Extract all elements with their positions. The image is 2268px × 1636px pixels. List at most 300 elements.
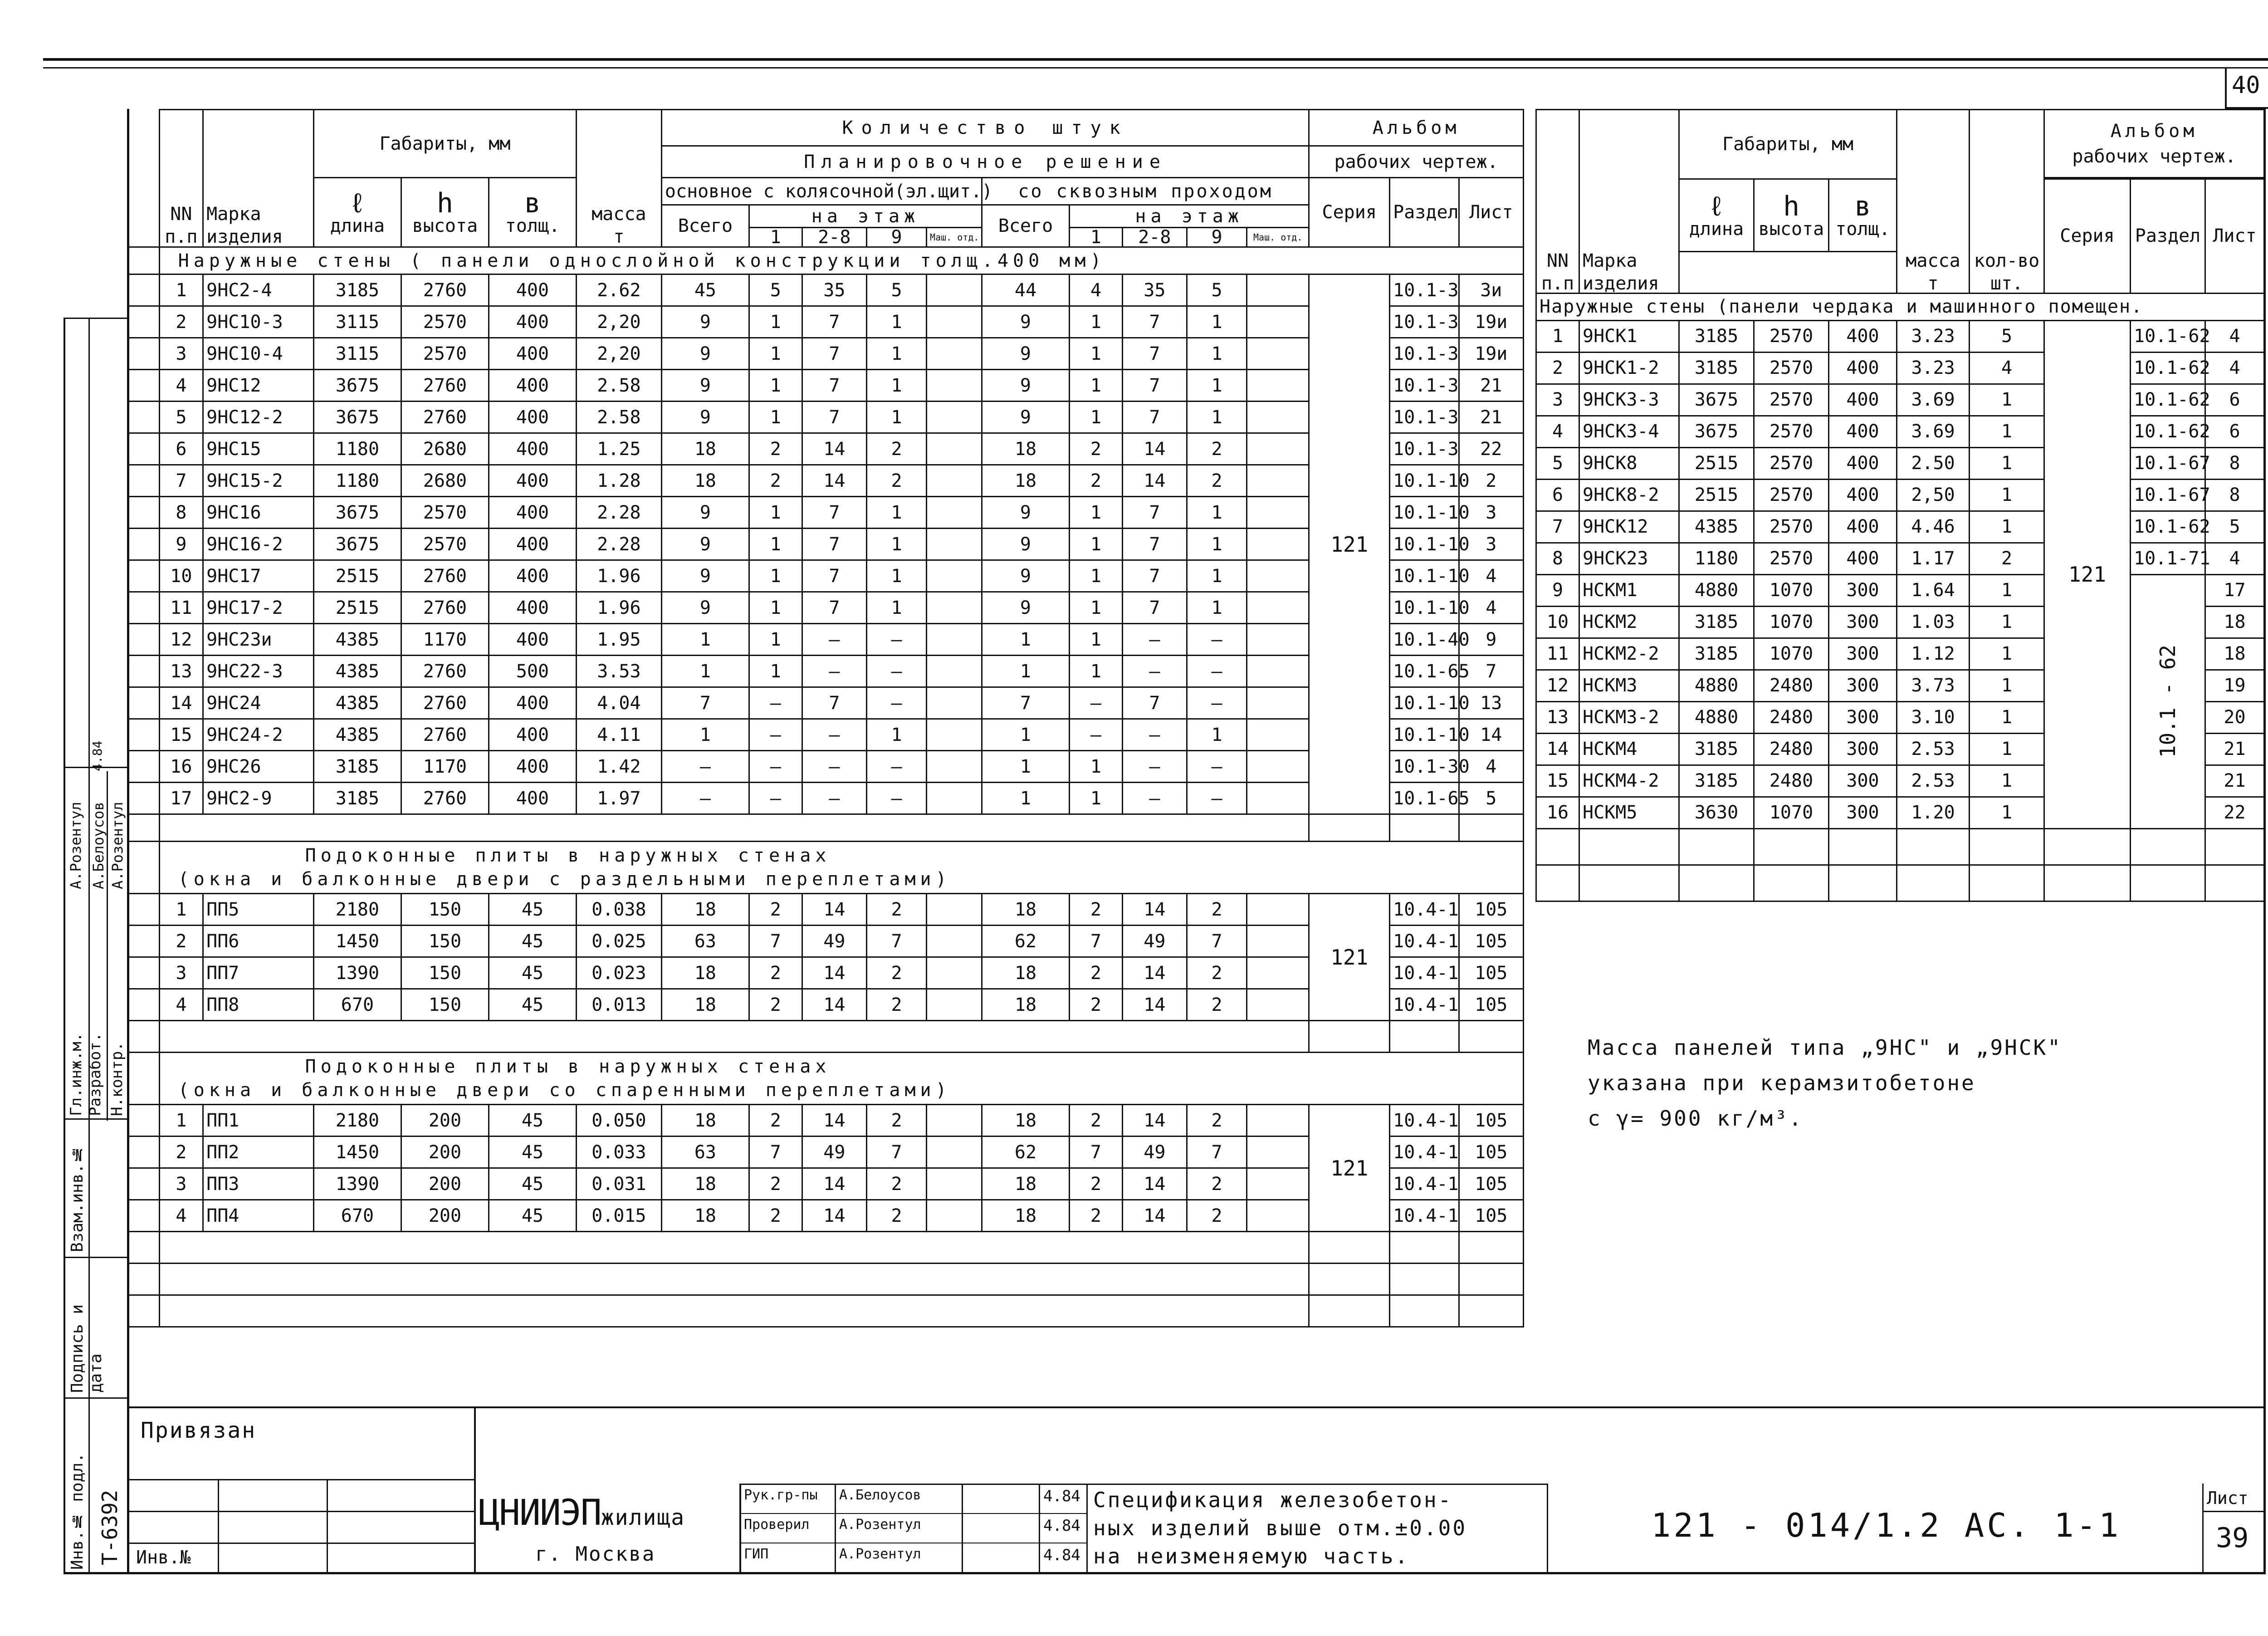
cell-9: 2: [866, 465, 926, 497]
section-sill-paired: Подоконные плиты в наружных стенах (окна и балконные двери со спаренными переплетами): [159, 1053, 1523, 1105]
cell-6: 9: [661, 370, 749, 402]
table-row: [127, 274, 1524, 306]
cell-13: 7: [1122, 497, 1187, 529]
cell-1: ПП8: [203, 989, 314, 1021]
page-number: 40: [2232, 72, 2260, 99]
cell-12: 2: [1069, 894, 1122, 926]
r-cell-4: 400: [1829, 543, 1897, 574]
cell-2: 3185: [313, 274, 401, 306]
r-cell-4: 400: [1829, 511, 1897, 543]
cell-4: 45: [489, 957, 576, 989]
cell-4: 400: [489, 719, 576, 751]
cell-4: 45: [489, 1168, 576, 1200]
cell-8: 14: [802, 957, 866, 989]
stamp-name-1: А.Розентул: [67, 802, 84, 889]
cell-2: 1390: [313, 957, 401, 989]
cell-5: 0.038: [576, 894, 661, 926]
cell-17: 105: [1459, 894, 1523, 926]
row-blank: [127, 433, 159, 465]
r-cell-2: 3630: [1679, 797, 1754, 828]
cell-10: [927, 338, 982, 370]
cell-11: 18: [982, 957, 1069, 989]
row-blank: [127, 656, 159, 687]
cell-14: 1: [1187, 560, 1247, 592]
cell-4: 400: [489, 274, 576, 306]
r-cell-6: 1: [1970, 638, 2044, 670]
cell-7: 2: [749, 465, 802, 497]
cell-10: [927, 1168, 982, 1200]
cell-12: —: [1069, 687, 1122, 719]
cell-0: 15: [159, 719, 203, 751]
r-razdel-cell: 10.1-62: [2131, 320, 2205, 352]
cell-14: —: [1187, 751, 1247, 783]
cell-13: 7: [1122, 592, 1187, 624]
table-row: [1536, 384, 2264, 416]
stamp-date-2: 4.84: [90, 740, 105, 771]
r-cell-2: 3185: [1679, 638, 1754, 670]
cell-8: 7: [802, 687, 866, 719]
cell-10: [927, 1200, 982, 1232]
cell-6: 18: [661, 1168, 749, 1200]
cell-1: ПП5: [203, 894, 314, 926]
cell-8: 7: [802, 529, 866, 560]
cell-9: 2: [866, 957, 926, 989]
r-cell-5: 2,50: [1897, 479, 1970, 511]
cell-12: 1: [1069, 306, 1122, 338]
cell-10: [927, 751, 982, 783]
r-cell-0: 1: [1536, 320, 1579, 352]
vsego-header-1: Всего: [661, 205, 749, 247]
cell-3: 200: [401, 1200, 489, 1232]
cell-4: 45: [489, 989, 576, 1021]
doc-code: 121 - 014/1.2 АС. 1-1: [1651, 1506, 2121, 1544]
sign-name: А.Белоусов: [839, 1487, 921, 1503]
r-cell-3: 2570: [1754, 479, 1829, 511]
cell-17: 3: [1459, 497, 1523, 529]
r-cell-2: 1180: [1679, 543, 1754, 574]
cell-14: 2: [1187, 894, 1247, 926]
cell-10: [927, 560, 982, 592]
cell-11: 9: [982, 402, 1069, 433]
r-list-cell: 18: [2205, 606, 2264, 638]
cell-14: 1: [1187, 338, 1247, 370]
cell-10: [927, 497, 982, 529]
r-cell-1: НСКМ2: [1579, 606, 1679, 638]
row-blank: [127, 989, 159, 1021]
cell-14: 1: [1187, 370, 1247, 402]
cell-5: 0.023: [576, 957, 661, 989]
row-blank: [127, 624, 159, 656]
cell-0: 2: [159, 306, 203, 338]
cell-17: 19и: [1459, 338, 1523, 370]
r-cell-4: 400: [1829, 384, 1897, 416]
cell-13: 14: [1122, 957, 1187, 989]
cell-17: 3: [1459, 529, 1523, 560]
cell-10: [927, 989, 982, 1021]
cell-3: 1170: [401, 751, 489, 783]
r-seriya-header: Серия: [2044, 179, 2131, 294]
cell-10: [927, 306, 982, 338]
r-cell-2: 3185: [1679, 606, 1754, 638]
r-nn-header: NN п.п: [1536, 252, 1579, 294]
cell-3: 2760: [401, 656, 489, 687]
org-city: г. Москва: [535, 1543, 656, 1566]
cell-5: 3.53: [576, 656, 661, 687]
cell-8: —: [802, 719, 866, 751]
cell-12: 2: [1069, 1168, 1122, 1200]
cell-0: 16: [159, 751, 203, 783]
cell-0: 10: [159, 560, 203, 592]
cell-3: 2760: [401, 719, 489, 751]
cell-3: 150: [401, 989, 489, 1021]
cell-1: 9НС16-2: [203, 529, 314, 560]
cell-15: [1247, 306, 1309, 338]
table-row: [1536, 574, 2264, 606]
r-cell-1: 9НСК1: [1579, 320, 1679, 352]
cell-14: 2: [1187, 465, 1247, 497]
cell-16: 10.1-30: [1390, 751, 1459, 783]
cell-8: 35: [802, 274, 866, 306]
r-list-cell: 22: [2205, 797, 2264, 828]
cell-3: 1170: [401, 624, 489, 656]
cell-5: 1.95: [576, 624, 661, 656]
series-cell: 121: [1309, 1105, 1390, 1232]
cell-5: 1.42: [576, 751, 661, 783]
r-cell-0: 4: [1536, 416, 1579, 447]
r-cell-0: 15: [1536, 765, 1579, 797]
cell-17: 7: [1459, 656, 1523, 687]
cell-1: 9НС10-3: [203, 306, 314, 338]
seriya-header: Серия: [1309, 178, 1390, 247]
r-cell-0: 12: [1536, 670, 1579, 701]
cell-10: [927, 783, 982, 814]
cell-4: 45: [489, 926, 576, 957]
cell-5: 1.28: [576, 465, 661, 497]
r-cell-1: 9НСК1-2: [1579, 352, 1679, 384]
r-cell-1: 9НСК23: [1579, 543, 1679, 574]
cell-12: 1: [1069, 783, 1122, 814]
cell-1: 9НС22-3: [203, 656, 314, 687]
cell-4: 400: [489, 592, 576, 624]
cell-1: 9НС17: [203, 560, 314, 592]
cell-8: 7: [802, 402, 866, 433]
r-cell-5: 3.69: [1897, 384, 1970, 416]
cell-1: 9НС17-2: [203, 592, 314, 624]
cell-11: 18: [982, 1105, 1069, 1136]
r-razdel-cell: 10.1-71: [2131, 543, 2205, 574]
cell-17: 4: [1459, 560, 1523, 592]
cell-13: 14: [1122, 1200, 1187, 1232]
cell-7: 2: [749, 894, 802, 926]
r-cell-0: 7: [1536, 511, 1579, 543]
cell-16: 10.1-3: [1390, 338, 1459, 370]
sign-role: Рук.гр-пы: [744, 1487, 818, 1503]
vsego-header-2: Всего: [982, 205, 1069, 247]
rab-header: рабочих чертеж.: [1309, 146, 1524, 178]
cell-1: ПП4: [203, 1200, 314, 1232]
cell-11: 18: [982, 465, 1069, 497]
cell-12: —: [1069, 719, 1122, 751]
cell-14: —: [1187, 624, 1247, 656]
cell-10: [927, 624, 982, 656]
cell-12: 1: [1069, 529, 1122, 560]
razdel-header: Раздел: [1390, 178, 1459, 247]
cell-6: 18: [661, 894, 749, 926]
row-blank: [127, 783, 159, 814]
r-cell-0: 10: [1536, 606, 1579, 638]
cell-11: 62: [982, 926, 1069, 957]
cell-8: 14: [802, 1105, 866, 1136]
cell-17: 105: [1459, 957, 1523, 989]
r-list-header: Лист: [2205, 179, 2264, 294]
cell-4: 400: [489, 465, 576, 497]
cell-14: 2: [1187, 1105, 1247, 1136]
cell-8: 14: [802, 894, 866, 926]
mass-note: Масса панелей типа „9НС" и „9НСК" указана при керамзитобетоне с γ= 900 кг/м³.: [1588, 1035, 2062, 1131]
cell-14: 2: [1187, 1168, 1247, 1200]
cell-16: 10.1-10: [1390, 719, 1459, 751]
cell-9: 1: [866, 529, 926, 560]
cell-2: 2180: [313, 894, 401, 926]
r-list-cell: 20: [2205, 701, 2264, 733]
cell-10: [927, 687, 982, 719]
cell-7: 1: [749, 497, 802, 529]
sheet-label: Лист: [2207, 1488, 2248, 1508]
cell-11: 1: [982, 719, 1069, 751]
cell-13: 7: [1122, 306, 1187, 338]
cell-8: —: [802, 624, 866, 656]
cell-2: 3675: [313, 497, 401, 529]
cell-12: 1: [1069, 624, 1122, 656]
r-cell-4: 300: [1829, 797, 1897, 828]
cell-15: [1247, 433, 1309, 465]
cell-10: [927, 656, 982, 687]
r-cell-1: НСКМ1: [1579, 574, 1679, 606]
cell-9: —: [866, 751, 926, 783]
row-blank: [127, 560, 159, 592]
cell-13: —: [1122, 624, 1187, 656]
r-cell-5: 1.17: [1897, 543, 1970, 574]
r-cell-0: 3: [1536, 384, 1579, 416]
cell-9: 2: [866, 989, 926, 1021]
cell-6: 63: [661, 926, 749, 957]
r-cell-3: 1070: [1754, 606, 1829, 638]
r-cell-0: 9: [1536, 574, 1579, 606]
cell-13: —: [1122, 783, 1187, 814]
cell-4: 45: [489, 894, 576, 926]
r-cell-6: 1: [1970, 733, 2044, 765]
r-cell-0: 6: [1536, 479, 1579, 511]
cell-14: —: [1187, 656, 1247, 687]
cell-16: 10.4-1: [1390, 1136, 1459, 1168]
cell-0: 4: [159, 1200, 203, 1232]
cell-13: 7: [1122, 402, 1187, 433]
cell-11: 44: [982, 274, 1069, 306]
r-razdel-header: Раздел: [2131, 179, 2205, 294]
sign-date: 4.84: [1043, 1487, 1080, 1505]
cell-13: 49: [1122, 926, 1187, 957]
cell-13: 14: [1122, 433, 1187, 465]
r-cell-5: 3.23: [1897, 352, 1970, 384]
cell-0: 12: [159, 624, 203, 656]
floor-2-8b: 2-8: [1122, 228, 1187, 247]
cell-6: 9: [661, 338, 749, 370]
cell-15: [1247, 338, 1309, 370]
r-cell-3: 2570: [1754, 352, 1829, 384]
cell-6: 1: [661, 624, 749, 656]
cell-10: [927, 402, 982, 433]
cell-7: 1: [749, 402, 802, 433]
r-cell-4: 300: [1829, 638, 1897, 670]
r-cell-6: 2: [1970, 543, 2044, 574]
cell-5: 2.28: [576, 529, 661, 560]
cell-3: 200: [401, 1168, 489, 1200]
cell-5: 2,20: [576, 338, 661, 370]
row-blank: [127, 306, 159, 338]
sign-role: ГИП: [744, 1546, 769, 1562]
cell-8: 7: [802, 370, 866, 402]
table-row: [127, 894, 1524, 926]
r-cell-6: 1: [1970, 479, 2044, 511]
cell-6: 9: [661, 529, 749, 560]
privyazan-label: Привязан: [141, 1418, 257, 1443]
r-kolvo-header: кол-во шт.: [1970, 252, 2044, 294]
cell-16: 10.4-1: [1390, 1105, 1459, 1136]
cell-17: 19и: [1459, 306, 1523, 338]
cell-12: 1: [1069, 370, 1122, 402]
cell-5: 0.050: [576, 1105, 661, 1136]
sill-separate-rows: [127, 894, 1524, 1021]
cell-4: 400: [489, 687, 576, 719]
cell-12: 7: [1069, 926, 1122, 957]
cell-4: 400: [489, 433, 576, 465]
r-list-cell: 8: [2205, 479, 2264, 511]
cell-4: 400: [489, 624, 576, 656]
row-blank: [127, 1200, 159, 1232]
cell-0: 8: [159, 497, 203, 529]
album-header: Альбом: [1309, 110, 1524, 146]
cell-4: 400: [489, 370, 576, 402]
cell-16: 10.1-10: [1390, 560, 1459, 592]
r-cell-2: 3185: [1679, 352, 1754, 384]
cell-12: 1: [1069, 751, 1122, 783]
cell-4: 400: [489, 497, 576, 529]
cell-12: 1: [1069, 338, 1122, 370]
cell-12: 2: [1069, 1200, 1122, 1232]
r-cell-5: 1.03: [1897, 606, 1970, 638]
cell-11: 1: [982, 783, 1069, 814]
cell-11: 9: [982, 370, 1069, 402]
cell-6: —: [661, 783, 749, 814]
frame-bottom: [64, 1572, 2266, 1574]
r-cell-5: 1.12: [1897, 638, 1970, 670]
page-number-box: [2225, 67, 2227, 108]
r-razdel-cell: 10.1-62: [2131, 352, 2205, 384]
cell-2: 1180: [313, 465, 401, 497]
cell-17: 105: [1459, 1105, 1523, 1136]
cell-3: 2680: [401, 465, 489, 497]
cell-0: 9: [159, 529, 203, 560]
r-cell-6: 1: [1970, 606, 2044, 638]
cell-14: 1: [1187, 529, 1247, 560]
massa-header: масса т: [576, 205, 661, 247]
r-list-cell: 6: [2205, 416, 2264, 447]
cell-4: 400: [489, 751, 576, 783]
r-cell-4: 400: [1829, 479, 1897, 511]
cell-17: 3и: [1459, 274, 1523, 306]
cell-13: 7: [1122, 370, 1187, 402]
cell-6: 9: [661, 402, 749, 433]
cell-11: 18: [982, 894, 1069, 926]
cell-3: 2760: [401, 783, 489, 814]
cell-13: 7: [1122, 687, 1187, 719]
cell-2: 1450: [313, 1136, 401, 1168]
r-razdel-cell: 10.1-62: [2131, 416, 2205, 447]
cell-17: 105: [1459, 1200, 1523, 1232]
r-cell-4: 300: [1829, 733, 1897, 765]
cell-1: 9НС24: [203, 687, 314, 719]
r-cell-4: 400: [1829, 447, 1897, 479]
r-cell-1: 9НСК3-4: [1579, 416, 1679, 447]
cell-9: 2: [866, 1200, 926, 1232]
row-blank: [127, 894, 159, 926]
r-cell-6: 1: [1970, 765, 2044, 797]
cell-15: [1247, 687, 1309, 719]
floor-9b: 9: [1187, 228, 1247, 247]
cell-3: 150: [401, 894, 489, 926]
inv-label: Инв.№: [136, 1547, 191, 1568]
cell-4: 45: [489, 1105, 576, 1136]
r-razdel-vert: [2131, 574, 2205, 828]
r-cell-2: 4880: [1679, 701, 1754, 733]
cell-15: [1247, 1200, 1309, 1232]
floor-1: 1: [749, 228, 802, 247]
cell-8: 14: [802, 465, 866, 497]
cell-9: 2: [866, 1105, 926, 1136]
cell-9: 2: [866, 433, 926, 465]
cell-9: —: [866, 783, 926, 814]
stamp-role-3: Н.контр.: [108, 1042, 126, 1116]
left-spec-table: [127, 109, 1524, 1327]
floor-mash: Маш. отд.: [927, 228, 982, 247]
cell-15: [1247, 592, 1309, 624]
cell-9: 1: [866, 402, 926, 433]
cell-11: 9: [982, 497, 1069, 529]
cell-9: 1: [866, 338, 926, 370]
r-list-cell: 4: [2205, 320, 2264, 352]
r-cell-3: 1070: [1754, 797, 1829, 828]
cell-9: 1: [866, 497, 926, 529]
cell-9: 1: [866, 719, 926, 751]
cell-11: 9: [982, 560, 1069, 592]
cell-16: 10.1-3: [1390, 274, 1459, 306]
cell-14: —: [1187, 687, 1247, 719]
cell-15: [1247, 751, 1309, 783]
cell-13: —: [1122, 751, 1187, 783]
cell-1: ПП7: [203, 957, 314, 989]
cell-12: 2: [1069, 433, 1122, 465]
cell-7: 2: [749, 1105, 802, 1136]
cell-11: 9: [982, 306, 1069, 338]
r-cell-1: НСКМ2-2: [1579, 638, 1679, 670]
r-list-cell: 21: [2205, 733, 2264, 765]
cell-4: 400: [489, 402, 576, 433]
cell-15: [1247, 783, 1309, 814]
cell-5: 0.025: [576, 926, 661, 957]
cell-8: 7: [802, 497, 866, 529]
row-blank: [127, 370, 159, 402]
cell-4: 45: [489, 1200, 576, 1232]
